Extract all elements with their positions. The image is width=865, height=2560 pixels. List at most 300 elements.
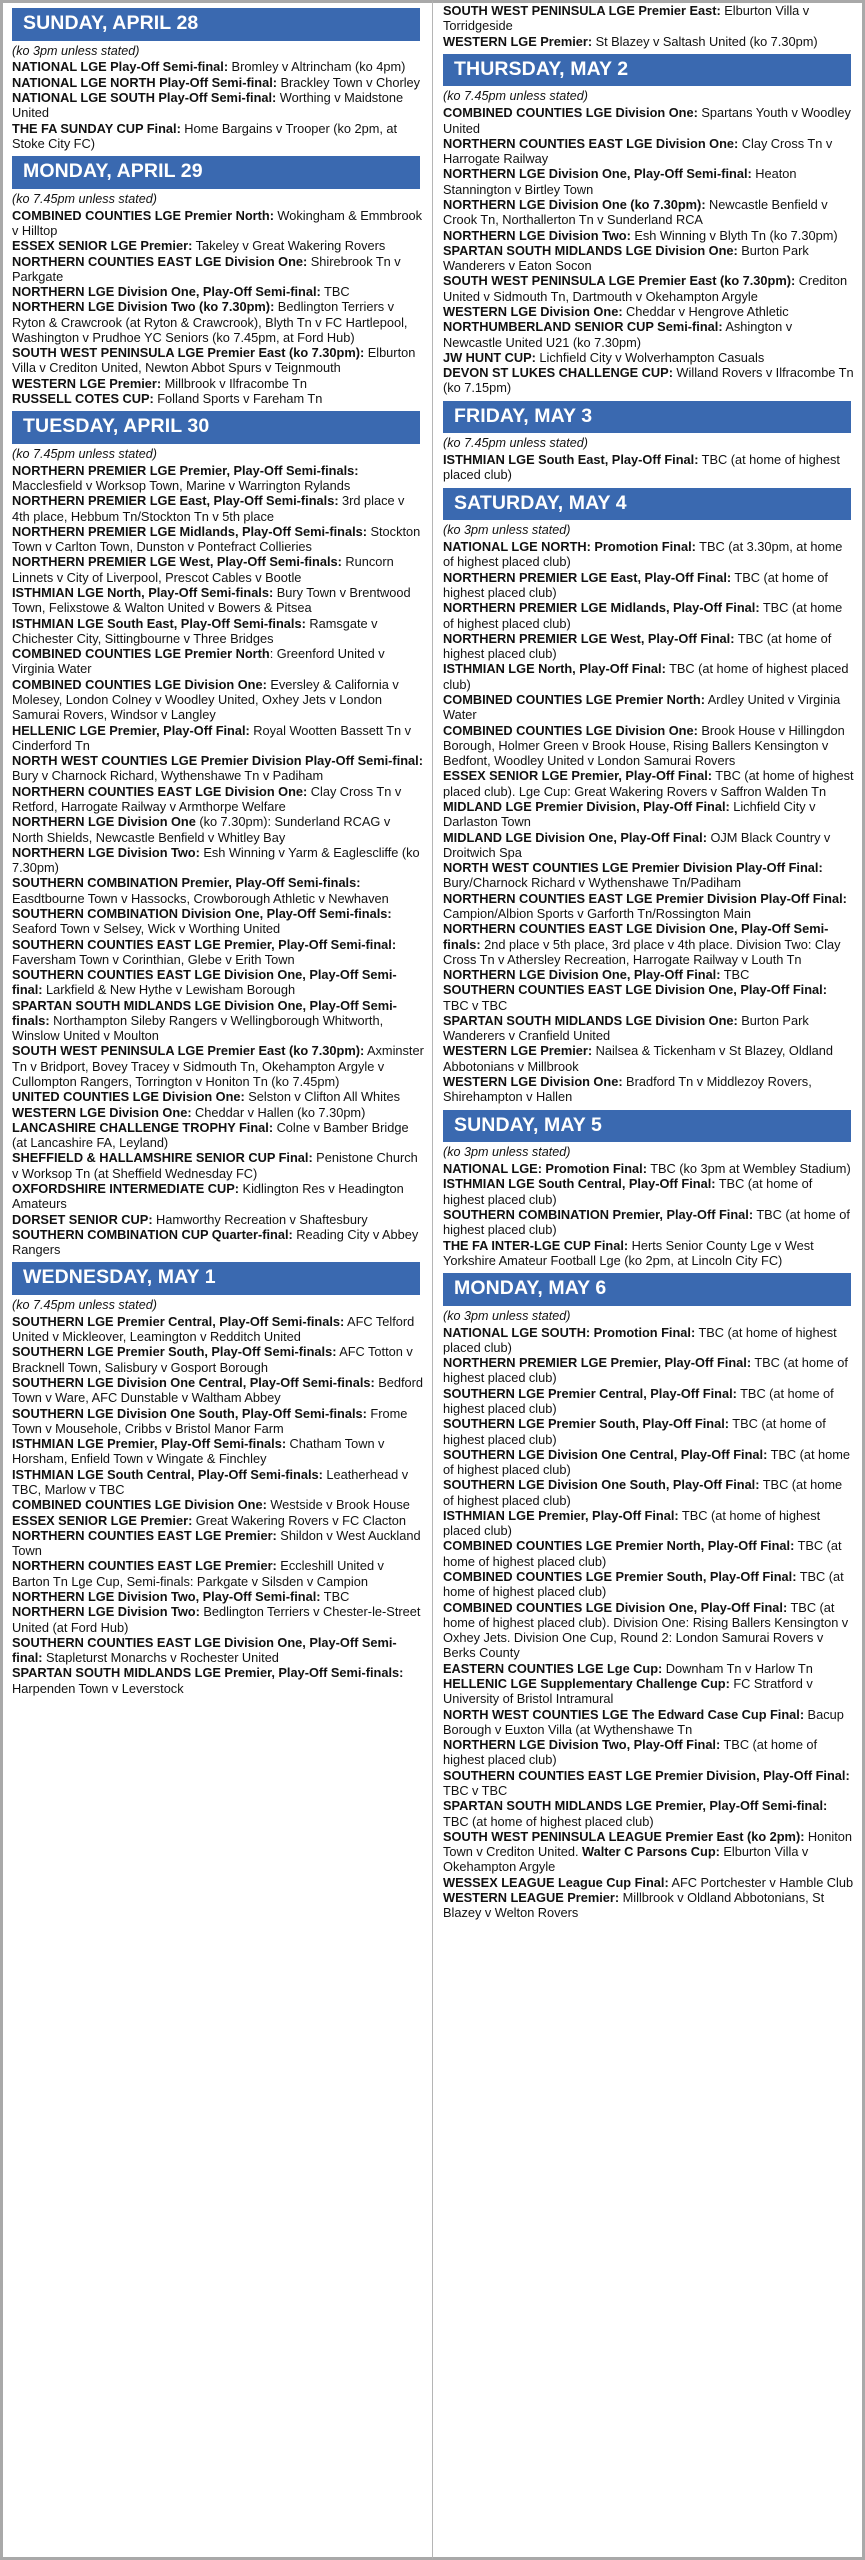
fixture-entry <box>12 121 424 152</box>
fixture-entry <box>443 1875 854 1890</box>
day-section <box>443 3 854 49</box>
day-heading: SUNDAY, MAY 5 <box>443 1110 851 1143</box>
fixture-entry <box>12 585 424 616</box>
fixture-entry <box>12 677 424 723</box>
fixture-detail: TBC <box>720 967 750 983</box>
fixture-entry <box>443 692 854 723</box>
fixture-entry <box>12 554 424 585</box>
fixture-entry <box>443 1355 854 1386</box>
competition-name: SOUTHERN COMBINATION CUP Quarter-final: <box>12 1226 293 1242</box>
fixture-detail: TBC (at home of highest placed club). Lge Cup: Great Wakering Rovers v Saffron Walden Tn <box>443 768 854 799</box>
fixture-detail: TBC (at home of highest placed club) <box>443 1507 821 1539</box>
competition-name: WESTERN LGE Premier: <box>12 375 162 391</box>
right-column <box>432 0 865 2560</box>
fixture-entry <box>12 1436 424 1467</box>
fixture-detail: TBC (at home of highest placed club) <box>443 452 840 483</box>
day-section <box>12 411 424 1257</box>
competition-name: MIDLAND LGE Division One, Play-Off Final: <box>443 829 707 845</box>
fixture-entry <box>12 937 424 968</box>
fixture-entry <box>443 631 854 662</box>
fixture-entry <box>12 493 424 524</box>
competition-name: NATIONAL LGE SOUTH Play-Off Semi-final: <box>12 90 277 106</box>
fixture-detail: Northampton Sileby Rangers v Wellingborough Whitworth, Winslow United v Moulton <box>12 1012 384 1044</box>
fixture-detail: TBC (at home of highest placed club) <box>443 1813 654 1829</box>
competition-name: NORTHERN LGE Division Two, Play-Off Final: <box>443 1737 721 1753</box>
fixture-detail: Stapleturst Monarchs v Rochester United <box>42 1650 279 1666</box>
fixture-detail: Ashington v Newcastle United U21 (ko 7.30pm) <box>443 319 793 350</box>
fixture-entry <box>12 1105 424 1120</box>
fixture-detail: TBC (at home of highest placed club) <box>443 1569 844 1600</box>
competition-name: SOUTHERN LGE Premier South, Play-Off Semi-finals: <box>12 1344 337 1360</box>
fixture-entry <box>443 1161 854 1176</box>
fixture-detail: Penistone Church v Worksop Tn (at Sheffield Wednesday FC) <box>12 1150 418 1181</box>
fixture-detail: Easdtbourne Town v Hassocks, Crowborough Athletic v Newhaven <box>12 890 389 906</box>
fixture-entry <box>443 1074 854 1105</box>
fixture-detail: Burton Park Wanderers v Eaton Socon <box>443 242 809 274</box>
competition-name: ISTHMIAN LGE South Central, Play-Off Semi-finals: <box>12 1466 323 1482</box>
fixture-entry <box>443 197 854 228</box>
competition-name: SOUTHERN COMBINATION Premier, Play-Off Final: <box>443 1206 754 1222</box>
fixture-detail: Bromley v Altrincham (ko 4pm) <box>228 59 406 75</box>
fixture-entry <box>443 350 854 365</box>
fixture-detail: Bury v Charnock Richard, Wythenshawe Tn v Padiham <box>12 768 324 784</box>
competition-name: ISTHMIAN LGE Premier, Play-Off Final: <box>443 1507 679 1523</box>
kickoff-note: (ko 3pm unless stated) <box>443 1308 571 1323</box>
fixture-detail: Kidlington Res v Headington Amateurs <box>12 1181 404 1212</box>
competition-name: NORTHERN COUNTIES EAST LGE Division One: <box>443 135 739 151</box>
fixture-entry <box>12 1181 424 1212</box>
fixture-detail: Frome Town v Mousehole, Cribbs v Bristol Manor Farm <box>12 1405 408 1436</box>
competition-name: SPARTAN SOUTH MIDLANDS LGE Division One: <box>443 242 738 258</box>
competition-name: COMBINED COUNTIES LGE Premier North, Play-Off Final: <box>443 1538 795 1554</box>
fixture-detail: Selston v Clifton All Whites <box>244 1089 401 1105</box>
fixture-detail: AFC Telford United v Mickleover, Leamington v Redditch United <box>12 1313 415 1345</box>
competition-name: NORTHERN LGE Division One <box>12 814 196 830</box>
fixture-entry <box>12 1089 424 1104</box>
fixture-entry <box>443 1737 854 1768</box>
fixture-detail: Willand Rovers v Ilfracombe Tn (ko 7.15pm) <box>443 365 854 396</box>
fixture-entry <box>443 34 854 49</box>
fixture-detail: TBC (at home of highest placed club) <box>443 630 832 662</box>
competition-name: SOUTHERN LGE Division One South, Play-Off Final: <box>443 1477 760 1493</box>
fixture-detail: TBC (at home of highest placed club) <box>443 1385 834 1416</box>
fixture-entry <box>12 59 424 74</box>
competition-name: SOUTHERN COUNTIES EAST LGE Division One, Play-Off Final: <box>443 982 827 998</box>
fixture-entry <box>12 1665 424 1696</box>
fixture-detail: Bury Town v Brentwood Town, Felixstowe & Walton United v Bowers & Pitsea <box>12 585 411 616</box>
fixture-detail: TBC <box>320 284 350 300</box>
fixture-entry <box>12 524 424 555</box>
kickoff-note: (ko 7.45pm unless stated) <box>443 436 588 451</box>
competition-name: WESTERN LGE Division One: <box>443 303 623 319</box>
fixture-detail: Nailsea & Tickenham v St Blazey, Oldland Abbotonians v Millbrook <box>443 1043 834 1074</box>
fixture-entry <box>12 75 424 90</box>
day-section <box>443 488 854 1105</box>
fixture-detail: Crediton United v Sidmouth Tn, Dartmouth v Okehampton Argyle <box>443 273 848 304</box>
fixture-entry <box>443 860 854 891</box>
fixture-entry <box>443 304 854 319</box>
fixture-detail: Larkfield & New Hythe v Lewisham Borough <box>42 982 296 998</box>
day-section <box>443 1110 854 1268</box>
fixture-entry <box>12 90 424 121</box>
fixture-entry <box>12 1467 424 1498</box>
fixture-detail: TBC <box>320 1588 350 1604</box>
fixture-entry <box>12 814 424 845</box>
fixture-entry <box>12 463 424 494</box>
day-section <box>443 401 854 483</box>
competition-name: SOUTHERN COMBINATION Division One, Play-Off Semi-finals: <box>12 905 392 921</box>
fixture-detail: TBC (at home of highest placed club) <box>443 569 828 601</box>
competition-name: ESSEX SENIOR LGE Premier: <box>12 1512 193 1528</box>
competition-name: NORTHERN LGE Division Two, Play-Off Semi-final: <box>12 1588 321 1604</box>
fixture-entry <box>443 105 854 136</box>
fixture-entry <box>443 1325 854 1356</box>
competition-name: NORTHERN COUNTIES EAST LGE Premier: <box>12 1558 277 1574</box>
fixture-detail: Great Wakering Rovers v FC Clacton <box>192 1512 407 1528</box>
fixture-detail: TBC v TBC <box>443 1782 508 1798</box>
fixture-entry <box>443 1676 854 1707</box>
fixture-entry <box>443 661 854 692</box>
fixture-detail: TBC (ko 3pm at Wembley Stadium) <box>646 1161 851 1177</box>
competition-name: NORTHERN PREMIER LGE East, Play-Off Semi-finals: <box>12 493 339 509</box>
fixture-detail: Cheddar v Hengrove Athletic <box>622 303 789 319</box>
fixture-detail: Brook House v Hillingdon Borough, Holmer Green v Brook House, Rising Ballers Kensington v Bedfont, Woodley United v London Samurai Rovers <box>443 722 845 769</box>
competition-name: NORTHERN COUNTIES EAST LGE Premier Division Play-Off Final: <box>443 890 847 906</box>
fixture-detail: Millbrook v Oldland Abbotonians, St Blazey v Welton Rovers <box>443 1889 825 1921</box>
fixture-entry <box>12 845 424 876</box>
competition-name: COMBINED COUNTIES LGE Premier North: <box>443 692 705 708</box>
fixture-entry <box>443 136 854 167</box>
competition-name: NORTHERN LGE Division One, Play-Off Semi-final: <box>12 284 321 300</box>
competition-name: THE FA SUNDAY CUP Final: <box>12 120 181 136</box>
kickoff-note: (ko 3pm unless stated) <box>12 43 140 58</box>
competition-name: ISTHMIAN LGE North, Play-Off Semi-finals: <box>12 585 274 601</box>
competition-name: NORTH WEST COUNTIES LGE The Edward Case Cup Final: <box>443 1706 805 1722</box>
fixture-detail: Clay Cross Tn v Harrogate Railway <box>443 135 833 167</box>
fixture-detail: TBC (at home of highest placed club) <box>443 1446 851 1478</box>
day-heading: TUESDAY, APRIL 30 <box>12 411 420 444</box>
fixture-entry <box>12 284 424 299</box>
competition-name: JW HUNT CUP: <box>443 349 536 365</box>
fixture-detail: TBC (at home of highest placed club). Division One: <box>443 1599 835 1630</box>
competition-name: EASTERN COUNTIES LGE Lge Cup: <box>443 1660 663 1676</box>
competition-name: NATIONAL LGE SOUTH: Promotion Final: <box>443 1324 696 1340</box>
fixture-detail: Shirebrook Tn v Parkgate <box>12 253 401 284</box>
fixture-detail: : Greenford United v Virginia Water <box>12 646 385 677</box>
fixture-detail: (ko 7.30pm): Sunderland RCAG v North Shields, Newcastle Benfield v Whitley Bay <box>12 814 391 845</box>
competition-name: COMBINED COUNTIES LGE Division One: <box>443 105 698 121</box>
fixture-entry <box>12 1227 424 1258</box>
fixture-entry <box>12 1497 424 1512</box>
fixture-entry <box>443 3 854 34</box>
fixture-detail: Honiton Town v Crediton United. <box>443 1828 853 1860</box>
fixture-detail: TBC (at home of highest placed club) <box>443 1416 826 1447</box>
day-section <box>12 156 424 406</box>
competition-name: SOUTHERN COUNTIES EAST LGE Premier Division, Play-Off Final: <box>443 1767 850 1783</box>
fixture-entry <box>443 1768 854 1799</box>
competition-name: NORTH WEST COUNTIES LGE Premier Division Play-Off Semi-final: <box>12 753 423 769</box>
competition-name: NORTHERN PREMIER LGE West, Play-Off Semi-finals: <box>12 554 342 570</box>
fixture-detail: Eversley & California v Molesey, London Colney v Woodley United, Oxhey Jets v London Samurai Rovers, Windsor v Langley <box>12 676 399 723</box>
fixture-detail: Millbrook v Ilfracombe Tn <box>161 375 308 391</box>
competition-name: NORTHERN PREMIER LGE Premier, Play-Off Final: <box>443 1355 752 1371</box>
day-heading: WEDNESDAY, MAY 1 <box>12 1262 420 1295</box>
fixture-detail-secondary: Elburton Villa v Okehampton Argyle <box>443 1844 809 1875</box>
fixture-entry <box>12 1344 424 1375</box>
fixture-entry <box>12 376 424 391</box>
fixture-detail: Macclesfield v Worksop Town, Marine v Warrington Rylands <box>12 478 351 494</box>
fixture-detail: Spartans Youth v Woodley United <box>443 105 851 136</box>
competition-name: NATIONAL LGE NORTH: Promotion Final: <box>443 539 696 555</box>
competition-name: ISTHMIAN LGE South Central, Play-Off Final: <box>443 1176 716 1192</box>
fixture-entry <box>443 1600 854 1661</box>
competition-name: ESSEX SENIOR LGE Premier: <box>12 238 193 254</box>
fixture-detail: TBC (at home of highest placed club) <box>443 1477 843 1508</box>
competition-name: ISTHMIAN LGE South East, Play-Off Final: <box>443 452 699 468</box>
fixture-detail: TBC (at 3.30pm, at home of highest placed club) <box>443 539 843 570</box>
fixture-entry <box>12 1604 424 1635</box>
kickoff-note: (ko 7.45pm unless stated) <box>443 89 588 104</box>
fixture-entry <box>12 753 424 784</box>
competition-name: UNITED COUNTIES LGE Division One: <box>12 1089 245 1105</box>
competition-name: NORTHERN COUNTIES EAST LGE Division One: <box>12 783 308 799</box>
fixture-detail: Herts Senior County Lge v West Yorkshire Amateur Football Lge (ko 2pm, at Lincoln City FC) <box>443 1237 814 1268</box>
competition-name: SOUTHERN LGE Division One Central, Play-Off Final: <box>443 1446 768 1462</box>
competition-name: SPARTAN SOUTH MIDLANDS LGE Division One: <box>443 1012 738 1028</box>
fixture-entry <box>443 830 854 861</box>
competition-name: NATIONAL LGE NORTH Play-Off Semi-final: <box>12 74 278 90</box>
fixture-detail: AFC Portchester v Hamble Club <box>668 1874 854 1890</box>
kickoff-note: (ko 3pm unless stated) <box>443 523 571 538</box>
day-section <box>443 54 854 396</box>
day-heading: FRIDAY, MAY 3 <box>443 401 851 434</box>
fixture-entry <box>12 875 424 906</box>
day-section <box>12 8 424 151</box>
fixture-detail: TBC (at home of highest placed club) <box>443 1206 850 1238</box>
fixture-entry <box>443 228 854 243</box>
fixture-entry <box>443 1707 854 1738</box>
fixture-detail: TBC (at home of highest placed club) <box>443 1355 848 1386</box>
fixture-detail: TBC v TBC <box>443 997 508 1013</box>
fixture-detail: Cheddar v Hallen (ko 7.30pm) <box>191 1104 366 1120</box>
competition-name: ISTHMIAN LGE South East, Play-Off Semi-finals: <box>12 615 306 631</box>
fixture-detail: Chatham Town v Horsham, Enfield Town v Wingate & Finchley <box>12 1436 385 1467</box>
competition-name: SOUTH WEST PENINSULA LGE Premier East (ko 7.30pm): <box>12 345 365 361</box>
fixture-detail: TBC (at home of highest placed club) <box>443 1176 813 1207</box>
kickoff-note: (ko 7.45pm unless stated) <box>12 1297 157 1312</box>
competition-name: ISTHMIAN LGE Premier, Play-Off Semi-finals: <box>12 1436 287 1452</box>
competition-name: ESSEX SENIOR LGE Premier, Play-Off Final: <box>443 768 713 784</box>
fixture-entry <box>12 345 424 376</box>
fixture-entry <box>12 1120 424 1151</box>
competition-name: LANCASHIRE CHALLENGE TROPHY Final: <box>12 1119 274 1135</box>
fixture-entry <box>12 1589 424 1604</box>
fixture-entry <box>443 1207 854 1238</box>
competition-name: HELLENIC LGE Premier, Play-Off Final: <box>12 722 250 738</box>
competition-name: NORTHERN COUNTIES EAST LGE Division One, Play-Off Semi-finals: <box>443 921 829 952</box>
fixture-entry <box>12 1558 424 1589</box>
competition-name: DORSET SENIOR CUP: <box>12 1211 153 1227</box>
fixture-entry <box>443 768 854 799</box>
fixture-detail: Hamworthy Recreation v Shaftesbury <box>152 1211 368 1227</box>
competition-name: COMBINED COUNTIES LGE Division One, Play-Off Final: <box>443 1599 788 1615</box>
fixture-detail: AFC Totton v Bracknell Town, Salisbury v Gosport Borough <box>12 1344 413 1375</box>
fixture-detail: Bacup Borough v Euxton Villa (at Wythenshawe Tn <box>443 1706 844 1737</box>
day-section <box>12 1262 424 1696</box>
left-column <box>0 0 432 2560</box>
fixture-detail: 3rd place v 4th place, Hebbum Tn/Stockton Tn v 5th place <box>12 493 405 524</box>
fixture-entry <box>443 982 854 1013</box>
fixture-detail: Bedlington Terriers v Chester-le-Street United (at Ford Hub) <box>12 1604 421 1635</box>
fixture-entry <box>443 319 854 350</box>
day-section <box>443 1273 854 1920</box>
fixture-entry <box>12 1375 424 1406</box>
competition-name: WESTERN LGE Division One: <box>12 1104 192 1120</box>
competition-name: NORTHERN LGE Division Two (ko 7.30pm): <box>12 299 275 315</box>
competition-name: SOUTHERN LGE Division One Central, Play-Off Semi-finals: <box>12 1375 375 1391</box>
competition-name: WESTERN LGE Premier: <box>443 1043 593 1059</box>
competition-name: HELLENIC LGE Supplementary Challenge Cup: <box>443 1676 730 1692</box>
fixture-detail: Runcorn Linnets v City of Liverpool, Prescot Cables v Bootle <box>12 554 394 585</box>
competition-name: SOUTH WEST PENINSULA LGE Premier East: <box>443 3 721 18</box>
competition-name: ISTHMIAN LGE North, Play-Off Final: <box>443 661 666 677</box>
fixture-entry <box>443 570 854 601</box>
fixture-entry <box>12 391 424 406</box>
competition-name: SOUTH WEST PENINSULA LGE Premier East (ko 7.30pm): <box>12 1043 365 1059</box>
competition-name: SHEFFIELD & HALLAMSHIRE SENIOR CUP Final: <box>12 1150 313 1166</box>
fixture-detail: Brackley Town v Chorley <box>277 74 421 90</box>
competition-name: WESTERN LEAGUE Premier: <box>443 1889 620 1905</box>
fixture-detail: Heaton Stannington v Birtley Town <box>443 166 797 197</box>
fixture-detail: Lichfield City v Darlaston Town <box>443 798 816 830</box>
competition-name: COMBINED COUNTIES LGE Premier South, Play-Off Final: <box>443 1569 797 1585</box>
competition-name: NATIONAL LGE: Promotion Final: <box>443 1161 647 1177</box>
fixture-entry <box>443 1569 854 1600</box>
fixture-entry <box>443 1013 854 1044</box>
day-heading: THURSDAY, MAY 2 <box>443 54 851 87</box>
fixture-detail: TBC (at home of highest placed club) <box>443 1538 842 1569</box>
day-heading: SATURDAY, MAY 4 <box>443 488 851 521</box>
competition-name: COMBINED COUNTIES LGE Division One: <box>443 722 698 738</box>
fixture-entry <box>443 1176 854 1207</box>
competition-name: NORTHERN PREMIER LGE Midlands, Play-Off Final: <box>443 600 760 616</box>
fixture-detail: Seaford Town v Selsey, Wick v Worthing United <box>12 921 281 937</box>
competition-name-secondary: Walter C Parsons Cup: <box>582 1844 720 1860</box>
fixture-entry <box>443 1661 854 1676</box>
fixture-entry <box>12 646 424 677</box>
fixture-entry <box>12 254 424 285</box>
fixture-detail: Stockton Town v Carlton Town, Dunston v Pontefract Collieries <box>12 523 421 555</box>
competition-name: SOUTH WEST PENINSULA LGE Premier East (ko 7.30pm): <box>443 273 796 289</box>
competition-name: SOUTHERN LGE Premier Central, Play-Off Semi-finals: <box>12 1313 345 1329</box>
competition-name: NORTH WEST COUNTIES LGE Premier Division Play-Off Final: <box>443 860 823 876</box>
fixture-entry <box>12 906 424 937</box>
competition-name: NORTHERN LGE Division One (ko 7.30pm): <box>443 197 706 213</box>
competition-name: SOUTHERN COUNTIES EAST LGE Premier, Play-Off Semi-final: <box>12 936 397 952</box>
fixture-entry <box>12 1043 424 1089</box>
competition-name: COMBINED COUNTIES LGE Premier North: <box>12 207 274 223</box>
fixture-detail: Home Bargains v Trooper (ko 2pm, at Stoke City FC) <box>12 120 398 151</box>
competition-name: DEVON ST LUKES CHALLENGE CUP: <box>443 365 673 381</box>
fixture-entry <box>443 273 854 304</box>
competition-name: NORTHERN COUNTIES EAST LGE Premier: <box>12 1527 277 1543</box>
fixture-entry <box>12 299 424 345</box>
competition-name: NORTHERN PREMIER LGE Premier, Play-Off Semi-finals: <box>12 462 359 478</box>
fixture-detail: Newcastle Benfield v Crook Tn, Northallerton Tn v Sunderland RCA <box>443 197 828 228</box>
fixture-entry <box>12 998 424 1044</box>
fixture-entry <box>443 452 854 483</box>
fixture-detail: 2nd place v 5th place, 3rd place v 4th place. Division Two: <box>480 936 812 952</box>
competition-name: SPARTAN SOUTH MIDLANDS LGE Premier, Play-Off Semi-final: <box>443 1798 828 1814</box>
competition-name: NORTHERN PREMIER LGE West, Play-Off Final: <box>443 630 735 646</box>
fixture-detail: Lichfield City v Wolverhampton Casuals <box>535 349 765 365</box>
fixture-detail: Downham Tn v Harlow Tn <box>662 1660 813 1676</box>
fixture-detail: FC Stratford v University of Bristol Intramural <box>443 1676 813 1707</box>
fixture-entry <box>12 1150 424 1181</box>
competition-name: RUSSELL COTES CUP: <box>12 391 154 407</box>
competition-name: NORTHERN PREMIER LGE East, Play-Off Final: <box>443 569 732 585</box>
fixture-entry <box>12 1314 424 1345</box>
fixture-entry <box>443 1043 854 1074</box>
fixture-detail: Reading City v Abbey Rangers <box>12 1226 419 1258</box>
fixture-entry <box>443 723 854 769</box>
fixture-entry <box>443 967 854 982</box>
competition-name: NORTHERN LGE Division Two: <box>443 227 631 243</box>
fixture-detail: Shildon v West Auckland Town <box>12 1527 421 1559</box>
fixture-detail: Royal Wootten Bassett Tn v Cinderford Tn <box>12 722 412 753</box>
competition-name: SOUTHERN LGE Division One South, Play-Off Semi-finals: <box>12 1405 367 1421</box>
fixture-detail: Worthing v Maidstone United <box>12 90 404 121</box>
fixture-detail: Westside v Brook House <box>266 1497 410 1513</box>
competition-name: NORTHERN LGE Division One, Play-Off Semi-final: <box>443 166 752 182</box>
competition-name: NORTHERN LGE Division Two: <box>12 1604 200 1620</box>
competition-name: WESTERN LGE Premier: <box>443 33 593 49</box>
competition-name: COMBINED COUNTIES LGE Division One: <box>12 676 267 692</box>
fixture-entry <box>12 967 424 998</box>
fixture-entry <box>12 723 424 754</box>
competition-name: SOUTHERN LGE Premier South, Play-Off Final: <box>443 1416 730 1432</box>
fixture-detail: Ramsgate v Chichester City, Sittingbourne v Three Bridges <box>12 615 378 646</box>
fixture-detail: Bedlington Terriers v Ryton & Crawcrook (at Ryton & Crawcrook), Blyth Tn v FC Hartlepool, Washington v Prudhoe YC Seniors (ko 7.45pm, at Ford Hub) <box>12 299 408 345</box>
fixture-entry <box>12 616 424 647</box>
fixture-entry <box>12 784 424 815</box>
fixture-detail: Wokingham & Emmbrook v Hilltop <box>12 207 423 238</box>
competition-name: SOUTH WEST PENINSULA LEAGUE Premier East (ko 2pm): <box>443 1828 805 1844</box>
fixture-entry <box>443 1238 854 1269</box>
fixture-detail: Eccleshill United v Barton Tn Lge Cup, Semi-finals: Parkgate v Silsden v Campion <box>12 1558 384 1589</box>
competition-name: NORTHUMBERLAND SENIOR CUP Semi-final: <box>443 319 723 335</box>
fixture-detail: Bradford Tn v Middlezoy Rovers, Shirehampton v Hallen <box>443 1074 812 1105</box>
fixture-detail: Bedford Town v Ware, AFC Dunstable v Waltham Abbey <box>12 1375 424 1406</box>
fixture-entry <box>443 799 854 830</box>
kickoff-note: (ko 7.45pm unless stated) <box>12 191 157 206</box>
fixture-entry <box>12 1212 424 1227</box>
competition-name: NORTHERN LGE Division One, Play-Off Final: <box>443 967 721 983</box>
fixture-entry <box>12 208 424 239</box>
competition-name: SOUTHERN COMBINATION Premier, Play-Off Semi-finals: <box>12 875 361 891</box>
fixture-entry <box>443 921 854 967</box>
fixture-detail-extra: Rising Ballers Kensington v Oxhey Jets. Division One Cup, Round 2: London Samurai Rovers v Berks County <box>443 1614 849 1661</box>
fixture-detail: Folland Sports v Fareham Tn <box>153 391 323 407</box>
day-heading: MONDAY, MAY 6 <box>443 1273 851 1306</box>
fixture-entry <box>443 1508 854 1539</box>
fixture-entry <box>443 539 854 570</box>
fixture-detail: Elburton Villa v Crediton United, Newton Abbot Spurs v Teignmouth <box>12 345 416 376</box>
fixture-entry <box>443 1798 854 1829</box>
competition-name: NORTHERN PREMIER LGE Midlands, Play-Off Semi-finals: <box>12 523 368 539</box>
fixture-detail: TBC (at home of highest placed club) <box>443 1737 818 1768</box>
fixture-detail: OJM Black Country v Droitwich Spa <box>443 829 831 860</box>
